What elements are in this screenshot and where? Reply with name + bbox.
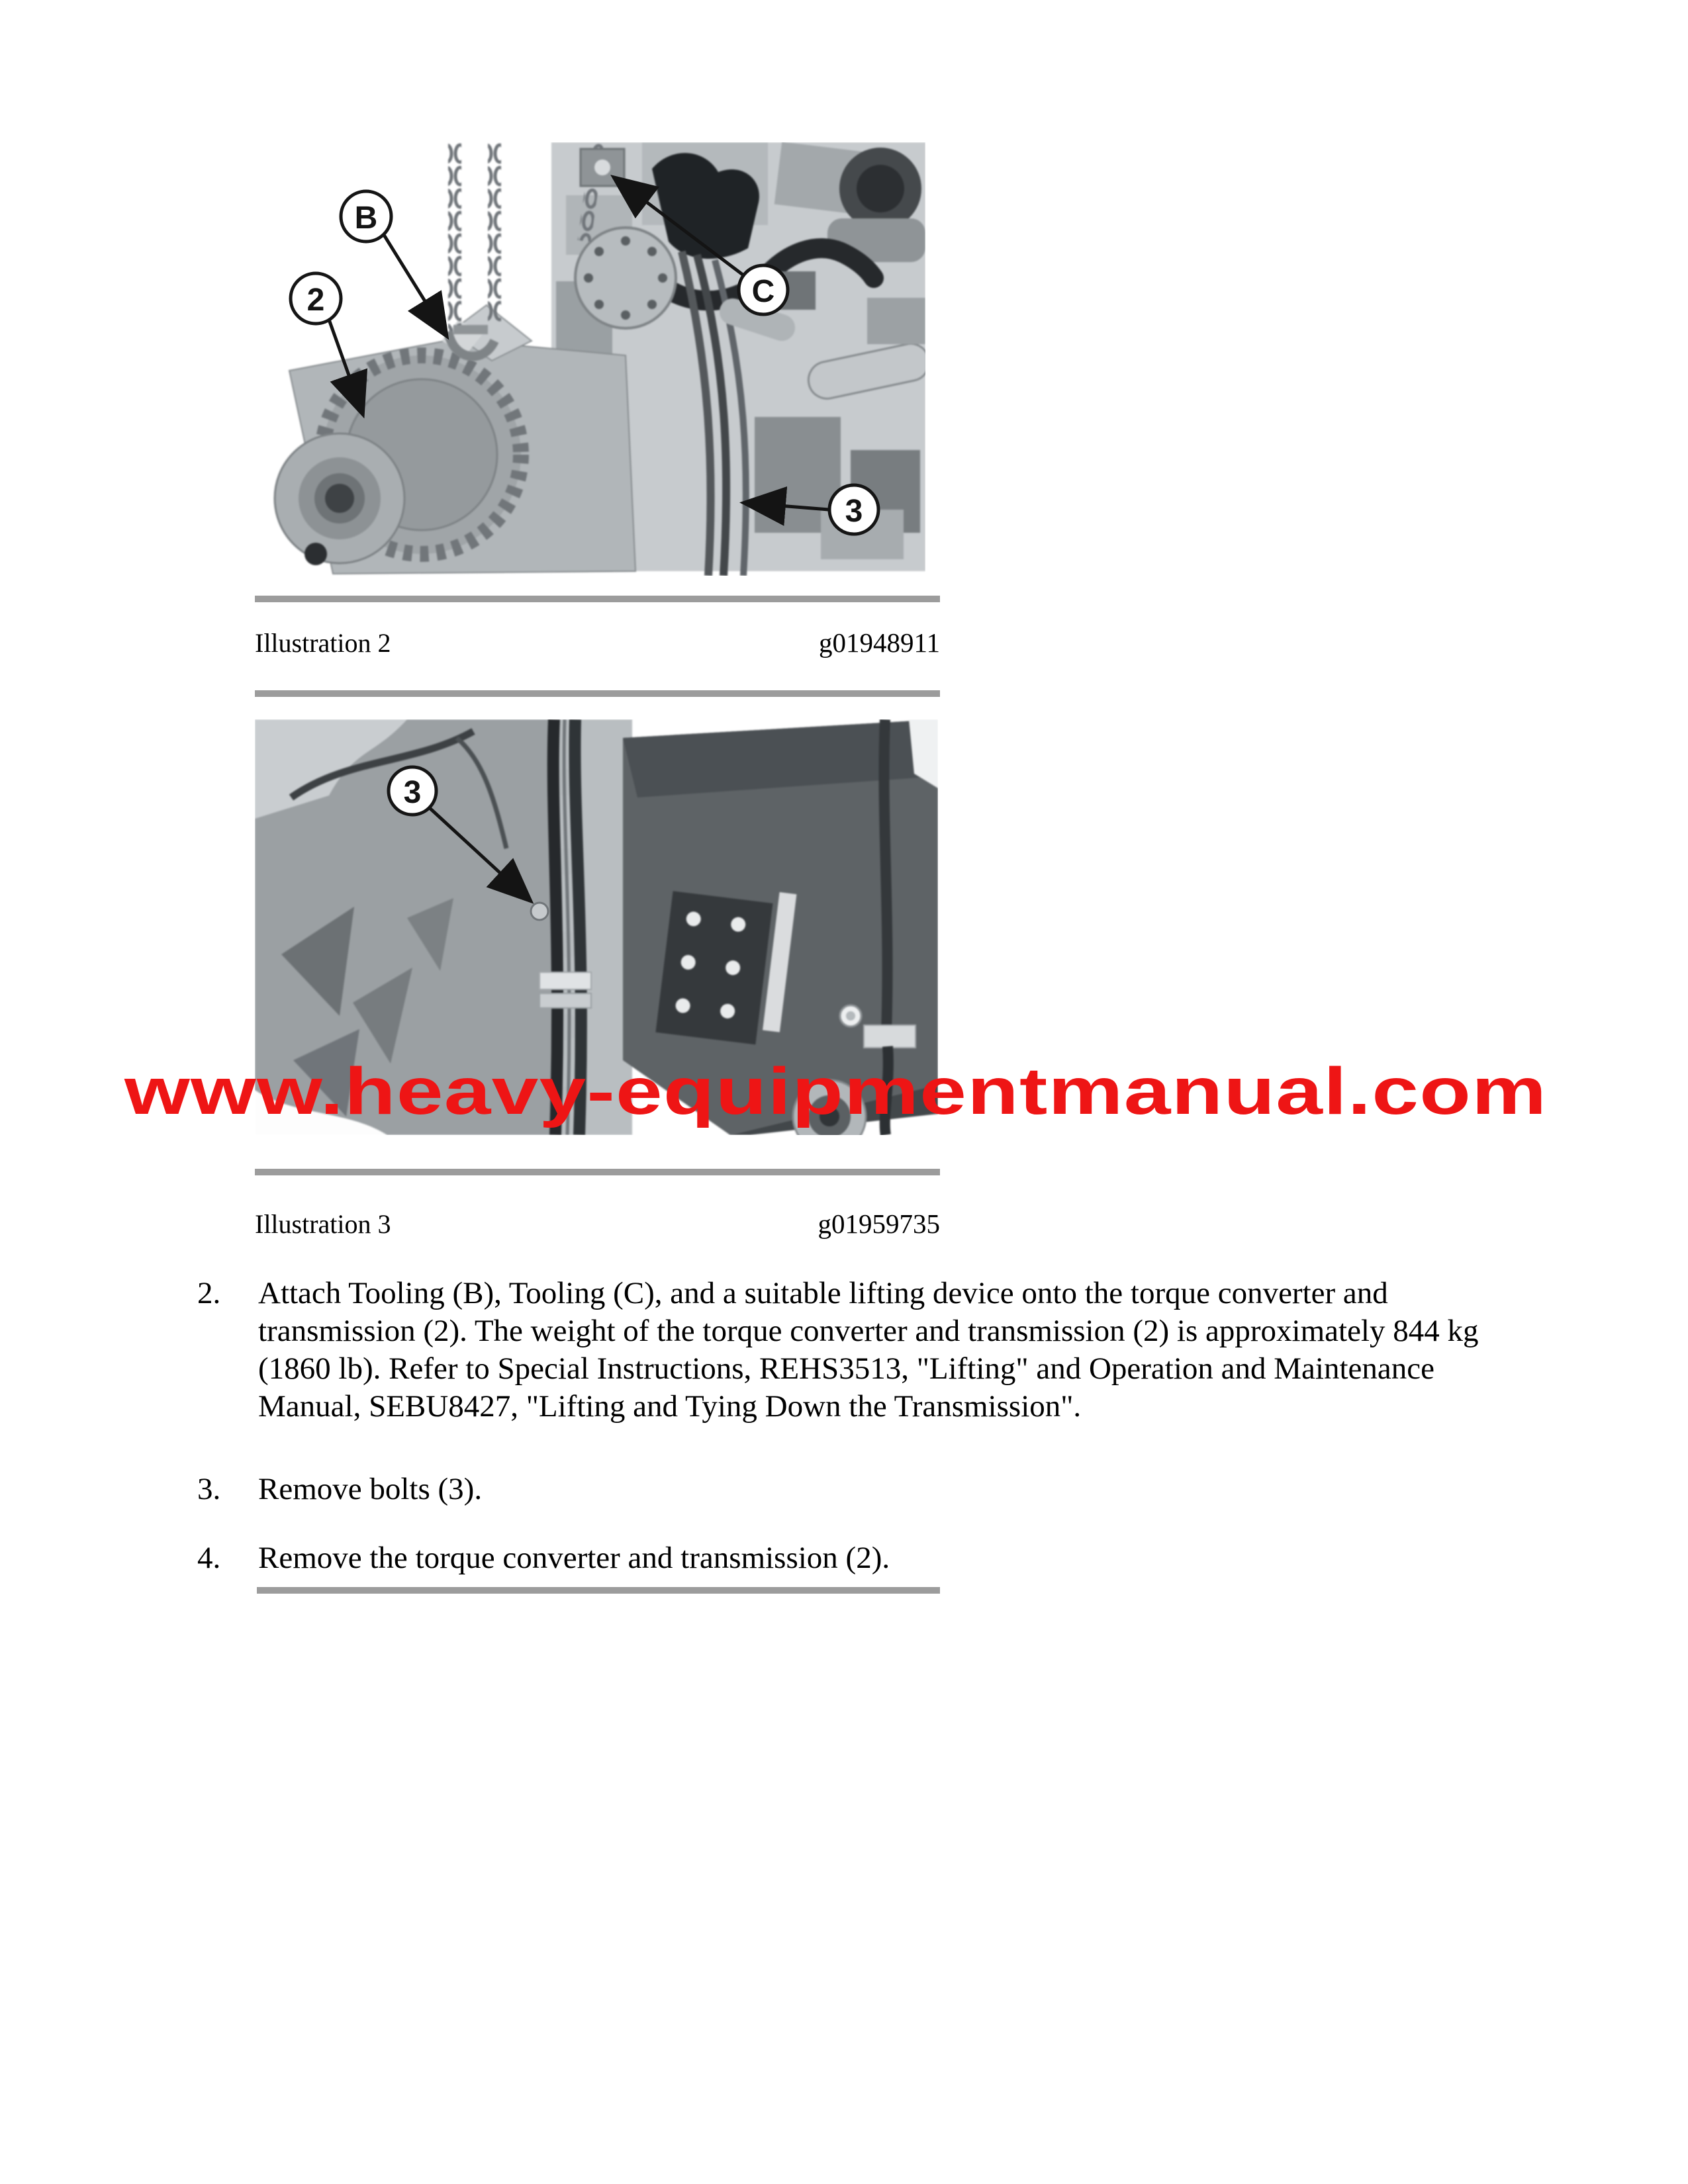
step-text: Remove bolts (3). bbox=[258, 1472, 483, 1506]
callout-3-label: 3 bbox=[845, 494, 863, 529]
leader-line-b bbox=[384, 235, 445, 334]
illustration-2-figure bbox=[255, 142, 925, 576]
callout-2-label: 2 bbox=[306, 283, 325, 318]
step-item-2 bbox=[197, 1275, 1481, 1426]
callout-3-label: 3 bbox=[403, 775, 422, 810]
step-number: 4. bbox=[197, 1541, 221, 1575]
step-item-4 bbox=[197, 1539, 1481, 1577]
illustration-3-caption-label: Illustration 3 bbox=[255, 1209, 391, 1239]
divider-rule bbox=[257, 1587, 940, 1594]
illustration-3-caption bbox=[255, 1207, 940, 1241]
step-text: Attach Tooling (B), Tooling (C), and a suitable lifting device onto the torque converter and transmission (2). The weight of the torque converter and transmission (2) is approximately 844 kg (1860 lb). Refer to Special Instructions, REHS3513, "Lifting" and Operation and Maintenance Manual, SEBU8427, "Lifting and Tying Down the Transmission". bbox=[258, 1276, 1479, 1424]
divider-rule bbox=[255, 596, 940, 602]
divider-rule bbox=[255, 1169, 940, 1175]
callout-b-label: B bbox=[354, 201, 378, 236]
step-item-3 bbox=[197, 1471, 1481, 1508]
step-number: 2. bbox=[197, 1276, 221, 1310]
divider-rule bbox=[255, 690, 940, 697]
callout-c-label: C bbox=[751, 274, 775, 309]
illustration-2-caption-label: Illustration 2 bbox=[255, 628, 391, 658]
step-number: 3. bbox=[197, 1472, 221, 1506]
step-text: Remove the torque converter and transmission (2). bbox=[258, 1541, 890, 1575]
watermark-text: www.heavy-equipmentmanual.com bbox=[124, 1054, 1548, 1128]
illustration-2-drawing bbox=[255, 142, 925, 576]
illustration-2-caption bbox=[255, 626, 940, 660]
illustration-3-caption-code: g01959735 bbox=[818, 1208, 940, 1239]
illustration-2-caption-code: g01948911 bbox=[819, 627, 940, 658]
bolt-icon bbox=[531, 903, 548, 920]
